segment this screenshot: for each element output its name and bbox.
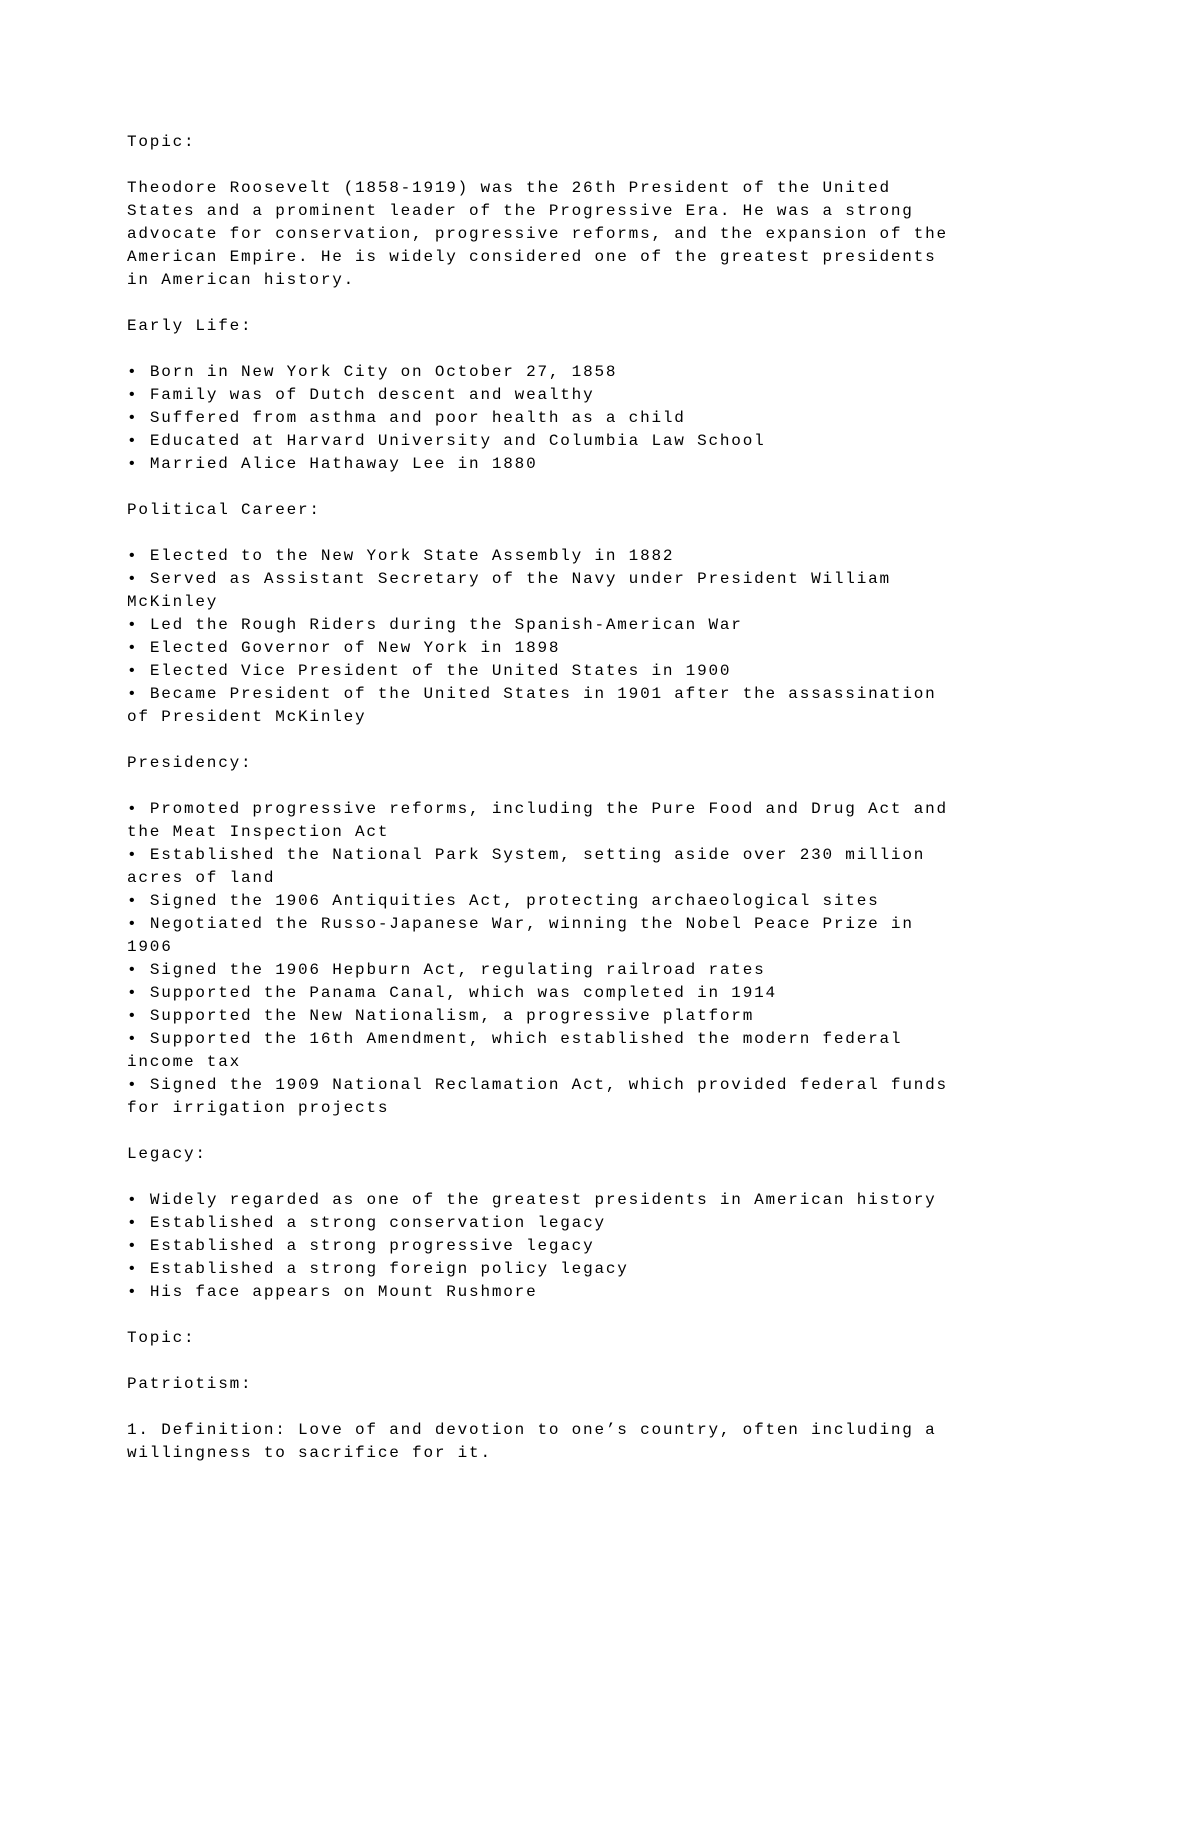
bullet-item xyxy=(127,1074,965,1120)
section-heading: Early Life: xyxy=(127,317,253,335)
bullet-item xyxy=(127,844,965,890)
bullet-item xyxy=(127,453,965,476)
document-content xyxy=(127,131,965,1465)
bullet-marker: • xyxy=(127,1283,139,1301)
bullet-item xyxy=(127,1028,965,1074)
bullet-item xyxy=(127,660,965,683)
bullet-text: Established a strong foreign policy legacy xyxy=(149,1260,629,1278)
bullet-item xyxy=(127,1235,965,1258)
section-heading: Political Career: xyxy=(127,501,321,519)
section-heading: Presidency: xyxy=(127,754,253,772)
bullet-marker: • xyxy=(127,547,139,565)
bullet-text: Signed the 1906 Antiquities Act, protecting archaeological sites xyxy=(149,892,880,910)
bullet-item xyxy=(127,545,965,568)
bullet-text: Signed the 1906 Hepburn Act, regulating railroad rates xyxy=(149,961,766,979)
bullet-text: Led the Rough Riders during the Spanish-American War xyxy=(149,616,743,634)
bullet-item xyxy=(127,637,965,660)
bullet-item xyxy=(127,683,965,729)
bullet-text: Supported the Panama Canal, which was completed in 1914 xyxy=(149,984,777,1002)
bullet-marker: • xyxy=(127,685,139,703)
bullet-item xyxy=(127,407,965,430)
bullet-marker: • xyxy=(127,570,139,588)
bullet-list xyxy=(127,545,965,729)
bullet-item xyxy=(127,568,965,614)
bullet-marker: • xyxy=(127,662,139,680)
bullet-item xyxy=(127,1189,965,1212)
bullet-item xyxy=(127,1005,965,1028)
bullet-item xyxy=(127,1258,965,1281)
bullet-item xyxy=(127,384,965,407)
bullet-text: Born in New York City on October 27, 1858 xyxy=(149,363,618,381)
bullet-marker: • xyxy=(127,1007,139,1025)
bullet-item xyxy=(127,361,965,384)
section-heading: Topic: xyxy=(127,1329,196,1347)
bullet-text: Supported the 16th Amendment, which established the modern federal income tax xyxy=(127,1030,903,1071)
bullet-marker: • xyxy=(127,1191,139,1209)
bullet-item xyxy=(127,913,965,959)
bullet-marker: • xyxy=(127,1237,139,1255)
bullet-marker: • xyxy=(127,984,139,1002)
bullet-text: Elected to the New York State Assembly in 1882 xyxy=(149,547,675,565)
bullet-item xyxy=(127,430,965,453)
bullet-text: Established the National Park System, setting aside over 230 million acres of land xyxy=(127,846,926,887)
section-heading: Topic: xyxy=(127,133,196,151)
bullet-text: Negotiated the Russo-Japanese War, winning the Nobel Peace Prize in 1906 xyxy=(127,915,914,956)
bullet-text: Elected Governor of New York in 1898 xyxy=(149,639,561,657)
bullet-text: Established a strong progressive legacy xyxy=(149,1237,595,1255)
bullet-marker: • xyxy=(127,1260,139,1278)
bullet-marker: • xyxy=(127,915,139,933)
bullet-list xyxy=(127,798,965,1120)
bullet-text: Promoted progressive reforms, including the Pure Food and Drug Act and the Meat Inspection Act xyxy=(127,800,948,841)
section-heading: Legacy: xyxy=(127,1145,207,1163)
bullet-marker: • xyxy=(127,616,139,634)
bullet-marker: • xyxy=(127,800,139,818)
bullet-marker: • xyxy=(127,409,139,427)
bullet-list xyxy=(127,1189,965,1304)
bullet-marker: • xyxy=(127,455,139,473)
bullet-text: Family was of Dutch descent and wealthy xyxy=(149,386,595,404)
bullet-text: Served as Assistant Secretary of the Navy under President William McKinley xyxy=(127,570,891,611)
bullet-text: Elected Vice President of the United States in 1900 xyxy=(149,662,732,680)
bullet-marker: • xyxy=(127,386,139,404)
bullet-text: Widely regarded as one of the greatest presidents in American history xyxy=(149,1191,937,1209)
bullet-item xyxy=(127,614,965,637)
bullet-item xyxy=(127,798,965,844)
bullet-text: Married Alice Hathaway Lee in 1880 xyxy=(149,455,538,473)
bullet-marker: • xyxy=(127,639,139,657)
bullet-item xyxy=(127,1212,965,1235)
bullet-item xyxy=(127,1281,965,1304)
bullet-item xyxy=(127,959,965,982)
bullet-text: Supported the New Nationalism, a progressive platform xyxy=(149,1007,755,1025)
bullet-marker: • xyxy=(127,961,139,979)
bullet-text: Educated at Harvard University and Columbia Law School xyxy=(149,432,766,450)
bullet-marker: • xyxy=(127,1214,139,1232)
bullet-marker: • xyxy=(127,363,139,381)
bullet-text: Became President of the United States in 1901 after the assassination of President McKinley xyxy=(127,685,937,726)
bullet-marker: • xyxy=(127,1030,139,1048)
bullet-list xyxy=(127,361,965,476)
section-heading: Patriotism: xyxy=(127,1375,253,1393)
numbered-definition: 1. Definition: Love of and devotion to one’s country, often including a willingness to sacrifice for it. xyxy=(127,1421,937,1462)
bullet-text: Established a strong conservation legacy xyxy=(149,1214,606,1232)
bullet-marker: • xyxy=(127,846,139,864)
bullet-marker: • xyxy=(127,892,139,910)
bullet-text: His face appears on Mount Rushmore xyxy=(149,1283,538,1301)
bullet-text: Suffered from asthma and poor health as a child xyxy=(149,409,686,427)
bullet-item xyxy=(127,890,965,913)
bullet-text: Signed the 1909 National Reclamation Act, which provided federal funds for irrigation projects xyxy=(127,1076,948,1117)
bullet-marker: • xyxy=(127,432,139,450)
bullet-marker: • xyxy=(127,1076,139,1094)
paragraph: Theodore Roosevelt (1858-1919) was the 26th President of the United States and a prominent leader of the Progressive Era. He was a strong advocate for conservation, progressive reforms, and the expansion of the American Empire. He is widely considered one of the greatest presidents in American history. xyxy=(127,179,948,289)
bullet-item xyxy=(127,982,965,1005)
